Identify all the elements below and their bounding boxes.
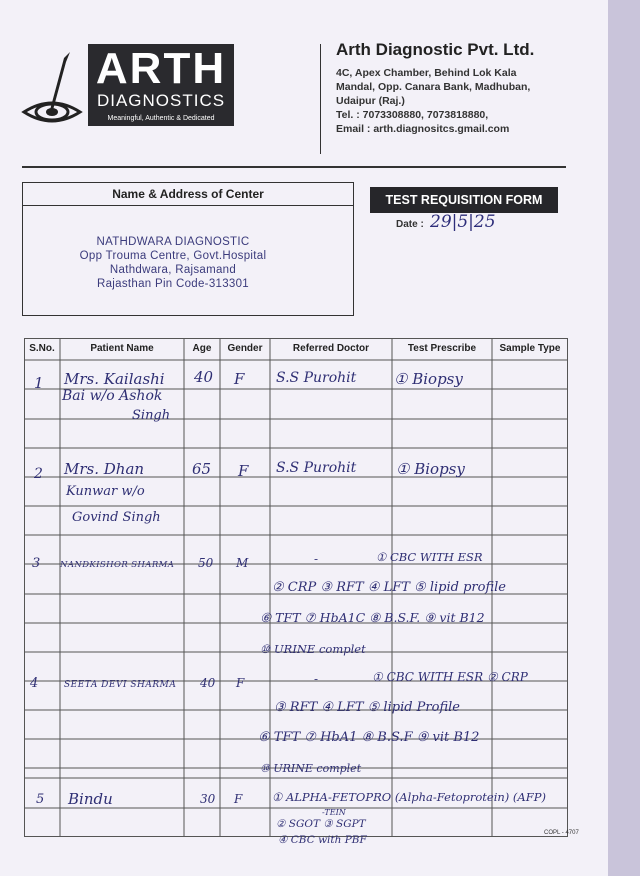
center-line: Opp Trouma Centre, Govt.Hospital xyxy=(79,250,267,262)
entry-doctor: S.S Purohit xyxy=(276,460,357,476)
entry-sno: 1 xyxy=(34,374,44,392)
logo-sub: DIAGNOSTICS xyxy=(96,91,226,110)
company-address xyxy=(336,66,598,136)
address-line: 4C, Apex Chamber, Behind Lok Kala xyxy=(336,67,517,79)
center-line: NATHDWARA DIAGNOSTIC xyxy=(96,236,250,248)
entry-name: Mrs. Kailashi xyxy=(64,370,165,388)
entry-test: ② SGOT ③ SGPT xyxy=(276,818,366,830)
entry-sno: 4 xyxy=(30,676,39,691)
form-title: TEST REQUISITION FORM xyxy=(370,187,558,213)
entry-age: 40 xyxy=(200,676,216,690)
entry-age: 65 xyxy=(192,460,212,478)
header-sample-type: Sample Type xyxy=(499,343,561,354)
logo xyxy=(88,44,234,126)
entry-test: ① Biopsy xyxy=(396,460,465,478)
address-line: Tel. : 7073308880, 7073818880, xyxy=(336,109,489,121)
entry-test: ⑥ TFT ⑦ HbA1 ⑧ B.S.F ⑨ vit B12 xyxy=(258,730,480,745)
entry-age: 30 xyxy=(200,792,216,806)
company-name: Arth Diagnostic Pvt. Ltd. xyxy=(336,40,535,59)
entry-name: Bindu xyxy=(68,790,113,808)
center-line: Rajasthan Pin Code-313301 xyxy=(97,278,249,290)
center-stamp xyxy=(73,235,273,291)
address-line: Email : arth.diagnositcs.gmail.com xyxy=(336,123,510,135)
entry-name: NANDKISHOR SHARMA xyxy=(60,560,175,570)
entry-name: Mrs. Dhan xyxy=(64,460,145,478)
date-value: 29|5|25 xyxy=(430,212,496,232)
entry-name: SEETA DEVI SHARMA xyxy=(64,680,177,690)
entry-test: -TEIN xyxy=(322,808,346,817)
center-heading: Name & Address of Center xyxy=(23,183,353,206)
entry-name: Kunwar w/o xyxy=(66,484,145,499)
header-divider xyxy=(320,44,321,154)
entry-test: ① Biopsy xyxy=(394,370,463,388)
entry-age: 40 xyxy=(194,368,214,386)
logo-tagline: Meaningful, Authentic & Dedicated xyxy=(107,115,215,122)
entry-test: ② CRP ③ RFT ④ LFT ⑤ lipid profile xyxy=(272,580,506,595)
header-age: Age xyxy=(192,343,212,354)
entry-doctor: - xyxy=(314,552,319,566)
header-gender: Gender xyxy=(227,343,263,354)
logo-name: ARTH xyxy=(95,44,227,93)
header-patient-name: Patient Name xyxy=(90,343,154,354)
patient-table xyxy=(24,338,568,846)
entry-gender: F xyxy=(234,792,243,806)
entry-sno: 2 xyxy=(34,466,43,482)
entry-gender: M xyxy=(236,556,249,570)
entry-age: 50 xyxy=(198,556,214,570)
entry-test: ① CBC WITH ESR xyxy=(376,550,483,564)
entry-name: Singh xyxy=(132,408,171,423)
entry-name: Bai w/o Ashok xyxy=(62,388,163,404)
address-line: Mandal, Opp. Canara Bank, Madhuban, xyxy=(336,81,531,93)
entry-test: ① CBC WITH ESR ② CRP xyxy=(372,670,528,684)
center-line: Nathdwara, Rajsamand xyxy=(109,264,237,276)
entry-doctor: S.S Purohit xyxy=(276,370,357,386)
entry-test: ③ RFT ④ LFT ⑤ lipid Profile xyxy=(274,700,460,715)
center-box xyxy=(22,182,354,316)
entry-gender: F xyxy=(236,676,245,690)
entry-gender: F xyxy=(238,462,249,480)
entry-gender: F xyxy=(234,370,245,388)
entry-sno: 3 xyxy=(32,556,41,571)
entry-test: ⑥ TFT ⑦ HbA1C ⑧ B.S.F. ⑨ vit B12 xyxy=(260,610,485,625)
footer-code: COPL - 4707 xyxy=(544,830,579,836)
header-sno: S.No. xyxy=(29,343,55,354)
header-test-prescribe: Test Prescribe xyxy=(407,343,477,354)
entry-name: Govind Singh xyxy=(72,510,161,525)
header-rule xyxy=(22,166,566,168)
entry-sno: 5 xyxy=(36,792,45,807)
date-label: Date : xyxy=(396,219,424,230)
entry-doctor: - xyxy=(314,672,319,686)
header-referred-doctor: Referred Doctor xyxy=(292,343,370,354)
address-line: Udaipur (Raj.) xyxy=(336,95,405,107)
entry-test: ⑩ URINE complet xyxy=(260,642,366,656)
entry-test: ④ CBC with PBF xyxy=(278,834,367,846)
page-edge xyxy=(608,0,640,876)
entry-test: ⑩ URINE complet xyxy=(260,762,362,775)
eye-target-logo-icon xyxy=(20,46,84,130)
entry-test: ① ALPHA-FETOPRO (Alpha-Fetoprotein) (AFP) xyxy=(272,790,546,804)
